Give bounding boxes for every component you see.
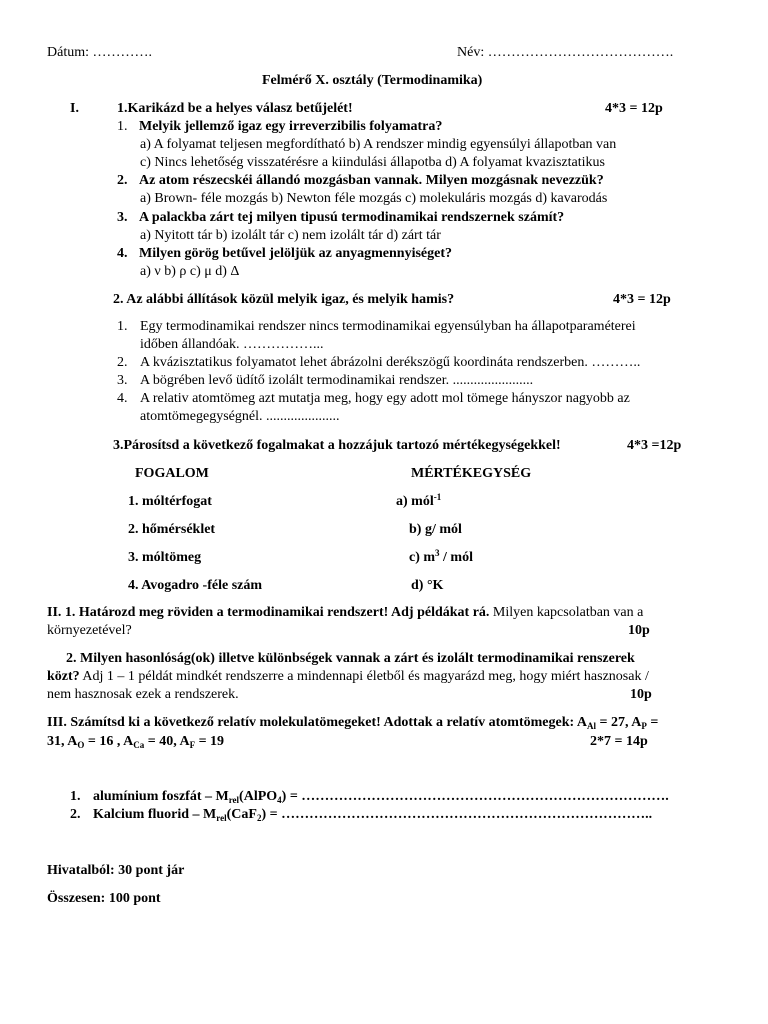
statement-text: A bögrében levő üdítő izolált termodinamikai rendszer. ....................... xyxy=(140,373,534,388)
statement-text: A kvázisztatikus folyamatot lehet ábrázolni derékszögű koordináta rendszerben. ……….. xyxy=(140,355,641,370)
statement-text: atomtömegegységnél. ..................... xyxy=(140,409,340,424)
question-number: 3. xyxy=(117,210,128,225)
name-field-label: Név: …………………………………. xyxy=(457,45,674,60)
section-2-question-2-points: 10p xyxy=(630,687,652,702)
column-header-unit: MÉRTÉKEGYSÉG xyxy=(411,466,532,481)
part-3-points: 4*3 =12p xyxy=(627,438,682,453)
answer-options: a) Nyitott tár b) izolált tár c) nem izolált tár d) zárt tár xyxy=(140,228,441,243)
answer-options: a) Brown- féle mozgás b) Newton féle mozgás c) molekuláris mozgás d) kavarodás xyxy=(140,191,608,206)
date-field-label: Dátum: …………. xyxy=(47,45,152,60)
question-text: Az atom részecskéi állandó mozgásban vannak. Milyen mozgásnak nevezzük? xyxy=(139,173,604,188)
part-2-points: 4*3 = 12p xyxy=(613,292,671,307)
concept-item: 1. móltérfogat xyxy=(128,494,212,509)
calc-item: Kalcium fluorid – $M_{rel}(CaF_2)$ = …………………………………………………………………….. xyxy=(93,807,653,823)
unit-item: b) g/ mól xyxy=(409,522,462,537)
official-points: Hivatalból: 30 pont jár xyxy=(47,863,185,878)
part-2-title: 2. Az alábbi állítások közül melyik igaz, és melyik hamis? xyxy=(113,292,455,307)
part-1-points: 4*3 = 12p xyxy=(605,101,663,116)
section-1-roman: I. xyxy=(70,101,79,116)
calc-item-number: 1. xyxy=(70,789,81,804)
concept-item: 2. hőmérséklet xyxy=(128,522,216,537)
section-2-question-2-cont: közt? Adj 1 – 1 példát mindkét rendszerre a mindennapi életből és magyarázd meg, hogy miért hasznosak / xyxy=(47,669,649,684)
statement-number: 4. xyxy=(117,391,128,406)
answer-options: a) ν b) ρ c) μ d) Δ xyxy=(140,264,240,279)
section-3-atomic-masses: 31, $A_O = 16$ , $A_{Ca} = 40$, $A_F = 19$ xyxy=(47,734,225,750)
answer-options: a) A folyamat teljesen megfordítható b) A rendszer mindig egyensúlyi állapotban van xyxy=(140,137,617,152)
concept-item: 4. Avogadro -féle szám xyxy=(128,578,263,593)
section-2-question-2-cont: nem hasznosak ezek a rendszerek. xyxy=(47,687,239,702)
unit-item: c) $m^3$ / mól xyxy=(409,548,473,565)
statement-number: 2. xyxy=(117,355,128,370)
part-3-title: 3.Párosítsd a következő fogalmakat a hozzájuk tartozó mértékegységekkel! xyxy=(113,438,561,453)
answer-options: c) Nincs lehetőség visszatérésre a kiindulási állapotba d) A folyamat kvazisztatikus xyxy=(140,155,605,170)
concept-item: 3. móltömeg xyxy=(128,550,202,565)
section-2-question-2: 2. Milyen hasonlóság(ok) illetve különbségek vannak a zárt és izolált termodinamikai renszerek xyxy=(66,651,635,666)
question-text: A palackba zárt tej milyen tipusú termodinamikai rendszernek számít? xyxy=(139,210,565,225)
section-3-title: III. Számítsd ki a következő relatív molekulatömegeket! Adottak a relatív atomtömegek: $A_{Al} = 27$, $A_P$ = xyxy=(47,715,659,731)
part-1-title: 1.Karikázd be a helyes válasz betűjelét! xyxy=(117,101,353,116)
section-2-question-1-points: 10p xyxy=(628,623,650,638)
page-title: Felmérő X. osztály (Termodinamika) xyxy=(262,73,483,88)
unit-item: a) mól$^{-1}$ xyxy=(396,492,442,509)
question-number: 2. xyxy=(117,173,128,188)
section-3-points: 2*7 = 14p xyxy=(590,734,648,749)
statement-text: időben állandóak. ……………... xyxy=(140,337,324,352)
question-text: Milyen görög betűvel jelöljük az anyagmennyiséget? xyxy=(139,246,453,261)
question-text: Melyik jellemző igaz egy irreverzibilis folyamatra? xyxy=(139,119,443,134)
section-2-question-1: II. 1. Határozd meg röviden a termodinamikai rendszert! Adj példákat rá. Milyen kapcsolatban van a xyxy=(47,605,644,620)
calc-item: alumínium foszfát – $M_{rel}(AlPO_4)$ = ……………………………………………………………………. xyxy=(93,789,669,805)
column-header-concept: FOGALOM xyxy=(135,466,209,481)
section-2-question-1-cont: környezetével? xyxy=(47,623,132,638)
statement-number: 3. xyxy=(117,373,128,388)
question-number: 4. xyxy=(117,246,128,261)
statement-text: Egy termodinamikai rendszer nincs termodinamikai egyensúlyban ha állapotparaméterei xyxy=(140,319,636,334)
question-number: 1. xyxy=(117,119,128,134)
calc-item-number: 2. xyxy=(70,807,81,822)
statement-number: 1. xyxy=(117,319,128,334)
statement-text: A relativ atomtömeg azt mutatja meg, hogy egy adott mol tömege hányszor nagyobb az xyxy=(140,391,630,406)
unit-item: d) °K xyxy=(411,578,444,593)
total-points: Összesen: 100 pont xyxy=(47,891,161,906)
